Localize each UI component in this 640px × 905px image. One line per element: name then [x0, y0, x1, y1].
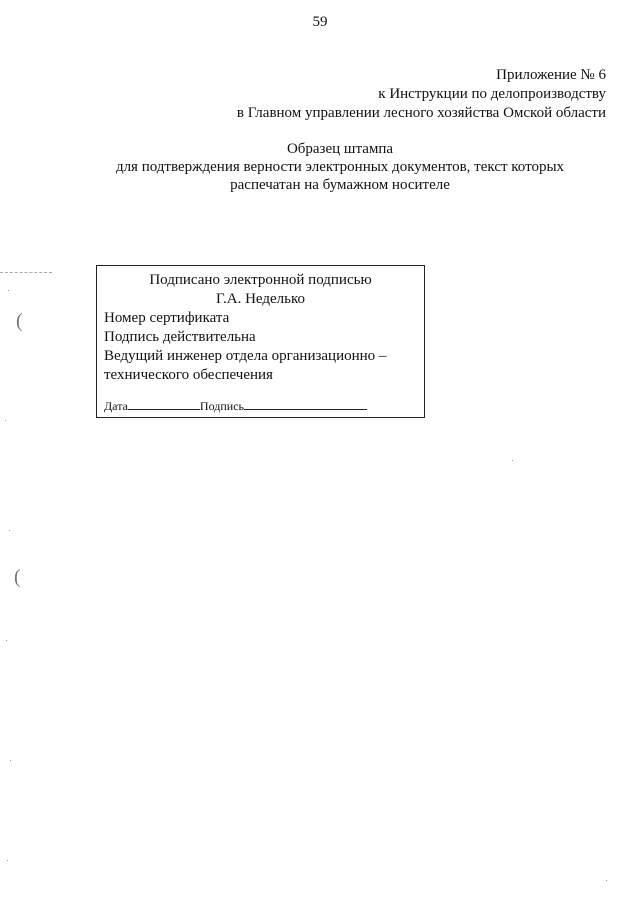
date-underline: [128, 399, 200, 410]
hole-punch-mark-top: (: [16, 310, 23, 332]
scan-dot: [5, 420, 6, 421]
appendix-header: [237, 66, 606, 123]
appendix-number: Приложение № 6: [496, 67, 606, 83]
scan-dot: [10, 760, 11, 761]
stamp-position-line2: технического обеспечения: [104, 367, 273, 383]
stamp-certificate-label: Номер сертификата: [104, 310, 230, 326]
page-number: 59: [312, 14, 328, 30]
scan-dot: [606, 880, 607, 881]
scan-dot: [512, 460, 513, 461]
stamp-position-line1: Ведущий инженер отдела организационно –: [104, 348, 387, 364]
sample-subtitle-line1: для подтверждения верности электронных документов, текст которых: [115, 159, 565, 175]
scan-dot: [9, 530, 10, 531]
sample-title-block: [0, 140, 640, 194]
stamp-signed-label: Подписано электронной подписью: [149, 272, 372, 288]
signature-underline: [244, 399, 367, 410]
scan-dot: [6, 640, 7, 641]
stamp-date-signature-row: [97, 399, 424, 414]
sample-subtitle-line2: распечатан на бумажном носителе: [230, 177, 450, 193]
stamp-signature-label: Подпись: [199, 399, 244, 413]
appendix-organization: в Главном управлении лесного хозяйства Омской области: [236, 105, 606, 121]
hole-punch-mark-bottom: (: [14, 566, 21, 588]
appendix-instruction-ref: к Инструкции по делопроизводству: [378, 86, 606, 102]
sample-title: Образец штампа: [286, 141, 394, 157]
scan-dot: [7, 860, 8, 861]
stamp-signer-name: Г.А. Неделько: [216, 291, 305, 307]
scan-artifact-line: [0, 272, 52, 273]
signature-stamp: [96, 265, 425, 418]
stamp-validity: Подпись действительна: [104, 329, 256, 345]
scan-dot: [8, 290, 9, 291]
stamp-date-label: Дата: [104, 399, 128, 413]
